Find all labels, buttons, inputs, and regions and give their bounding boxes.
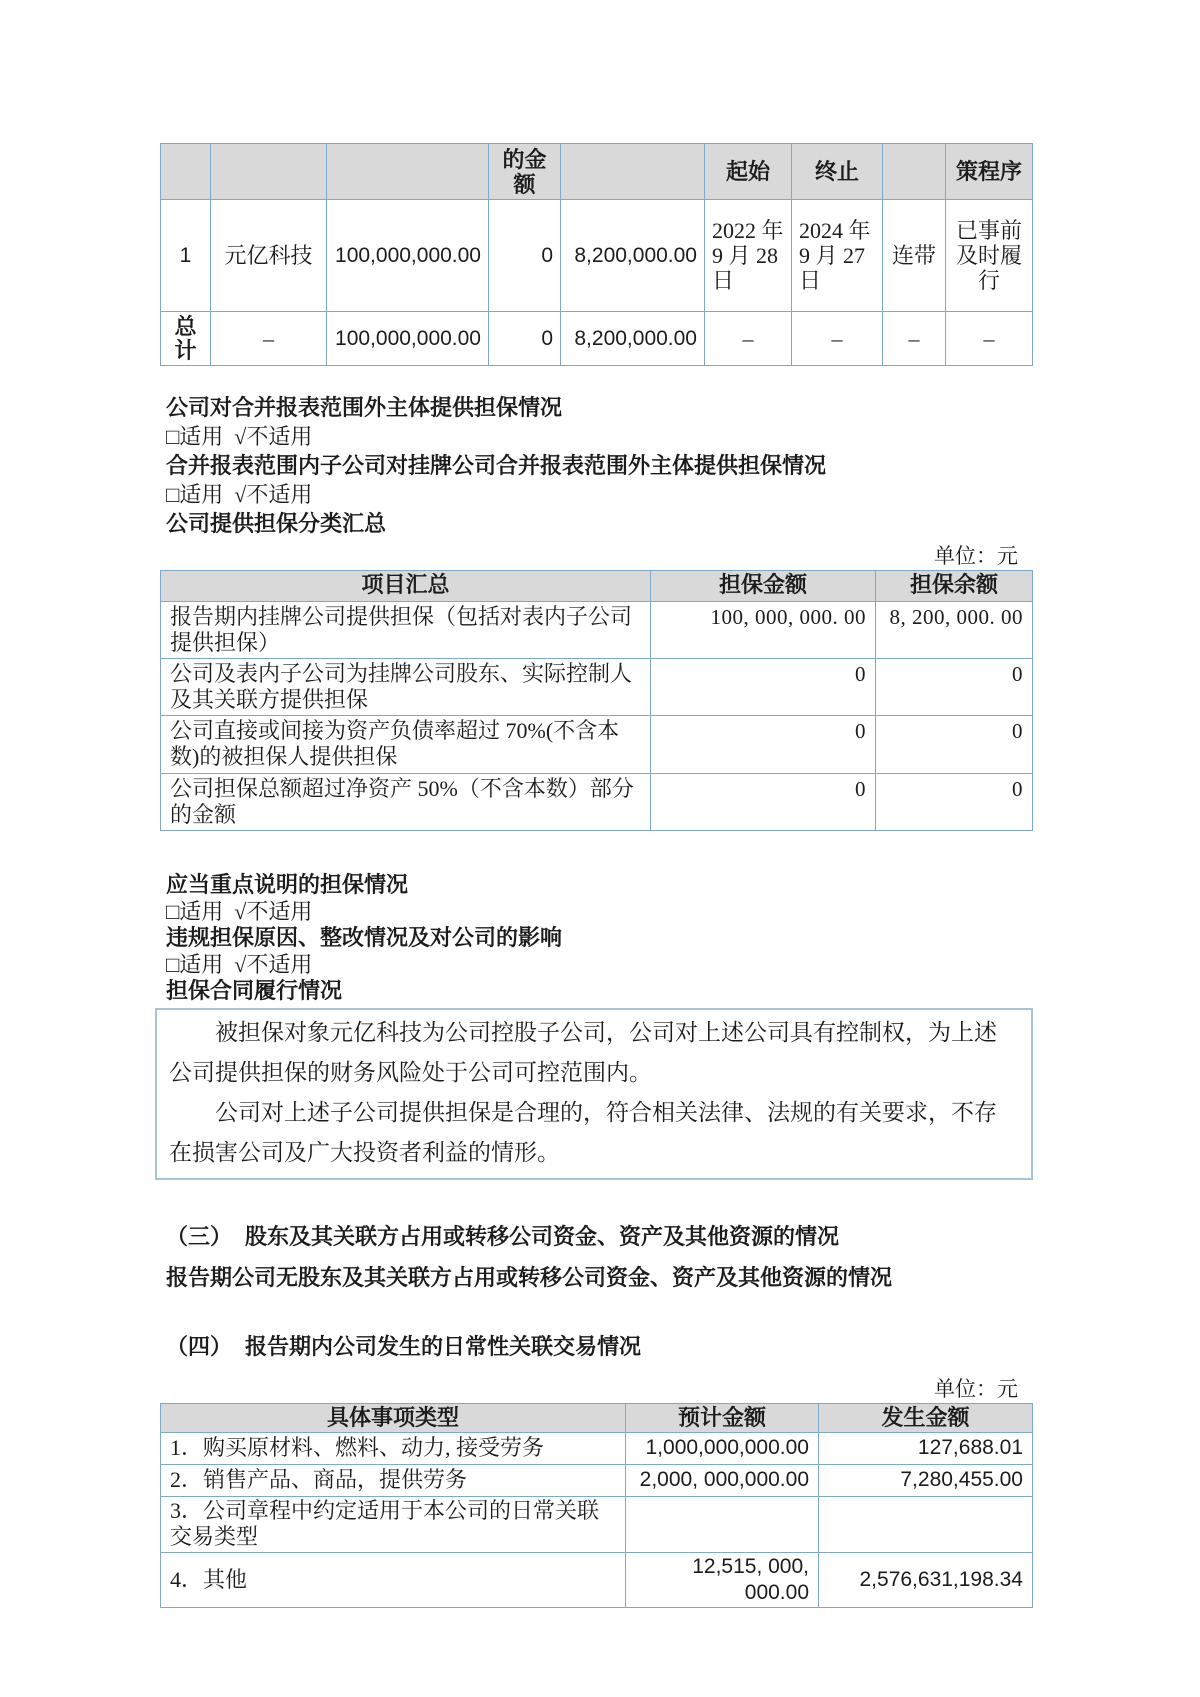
summary-amount-4: 0 bbox=[651, 774, 876, 831]
section-3-title: 股东及其关联方占用或转移公司资金、资产及其他资源的情况 bbox=[245, 1223, 840, 1249]
cell-zero: 0 bbox=[489, 200, 561, 312]
unit-label-1: 单位：元 bbox=[934, 544, 1018, 568]
summary-item-4: 公司担保总额超过净资产 50%（不含本数）部分的金额 bbox=[161, 774, 651, 831]
guarantee-detail-table bbox=[160, 143, 1033, 366]
summary-row-4 bbox=[161, 774, 1033, 831]
related-actual-4: 2,576,631,198.34 bbox=[819, 1552, 1033, 1607]
header-guarantee-amount: 担保金额 bbox=[651, 571, 876, 602]
cell-liability: 连带 bbox=[883, 200, 946, 312]
header-expected-amount: 预计金额 bbox=[626, 1403, 819, 1432]
subsidiary-guarantee-title: 合并报表范围内子公司对挂牌公司合并报表范围外主体提供担保情况 bbox=[166, 453, 827, 478]
guarantee-notes-section bbox=[160, 393, 1032, 538]
cell-total-zero: 0 bbox=[489, 312, 561, 366]
contract-performance-title: 担保合同履行情况 bbox=[166, 978, 343, 1003]
cell-total-end: – bbox=[792, 312, 883, 366]
related-item-1: 1．购买原材料、燃料、动力, 接受劳务 bbox=[161, 1432, 626, 1464]
summary-item-3: 公司直接或间接为资产负债率超过 70%(不含本数)的被担保人提供担保 bbox=[161, 716, 651, 774]
page-content bbox=[160, 143, 1032, 1608]
related-expected-4: 12,515, 000, 000.00 bbox=[626, 1552, 819, 1607]
related-item-4: 4．其他 bbox=[161, 1552, 626, 1607]
cell-total-party: – bbox=[211, 312, 327, 366]
summary-item-2: 公司及表内子公司为挂牌公司股东、实际控制人及其关联方提供担保 bbox=[161, 659, 651, 716]
guarantee-table-header-row bbox=[161, 144, 1033, 200]
summary-balance-3: 0 bbox=[876, 716, 1033, 774]
header-actual-amount: 发生金额 bbox=[819, 1403, 1033, 1432]
header-empty-amount bbox=[327, 144, 489, 200]
explanation-paragraph-2: 公司对上述子公司提供担保是合理的，符合相关法律、法规的有关要求，不存在损害公司及广大投资者利益的情形。 bbox=[169, 1099, 997, 1165]
header-amount-col: 的金额 bbox=[489, 144, 561, 200]
applicable-line-2: □适用 √不适用 bbox=[166, 482, 313, 507]
cell-total-procedure: – bbox=[946, 312, 1033, 366]
header-transaction-type: 具体事项类型 bbox=[161, 1403, 626, 1432]
cell-balance: 8,200,000.00 bbox=[561, 200, 705, 312]
section-3-heading bbox=[160, 1222, 1032, 1252]
outside-guarantee-title: 公司对合并报表范围外主体提供担保情况 bbox=[166, 395, 563, 420]
guarantee-explanation-box bbox=[155, 1008, 1033, 1180]
header-guarantee-balance: 担保余额 bbox=[876, 571, 1033, 602]
header-item-summary: 项目汇总 bbox=[161, 571, 651, 602]
section-3-body: 报告期公司无股东及其关联方占用或转移公司资金、资产及其他资源的情况 bbox=[166, 1264, 893, 1290]
header-empty-party bbox=[211, 144, 327, 200]
related-row-1 bbox=[161, 1432, 1033, 1464]
cell-amount: 100,000,000.00 bbox=[327, 200, 489, 312]
related-expected-2: 2,000, 000,000.00 bbox=[626, 1464, 819, 1496]
unit-label-2: 单位：元 bbox=[934, 1376, 1018, 1401]
header-end-date: 终止 bbox=[792, 144, 883, 200]
cell-total-start: – bbox=[705, 312, 792, 366]
header-empty-balance bbox=[561, 144, 705, 200]
applicable-line-1: □适用 √不适用 bbox=[166, 424, 313, 449]
related-actual-3 bbox=[819, 1496, 1033, 1552]
cell-index: 1 bbox=[161, 200, 211, 312]
guarantee-summary-table bbox=[160, 570, 1033, 831]
key-guarantee-title: 应当重点说明的担保情况 bbox=[166, 872, 409, 897]
cell-total-liability: – bbox=[883, 312, 946, 366]
cell-total-label: 总计 bbox=[161, 312, 211, 366]
summary-balance-4: 0 bbox=[876, 774, 1033, 831]
related-expected-3 bbox=[626, 1496, 819, 1552]
related-header-row bbox=[161, 1403, 1033, 1432]
header-start-date: 起始 bbox=[705, 144, 792, 200]
cell-total-balance: 8,200,000.00 bbox=[561, 312, 705, 366]
related-expected-1: 1,000,000,000.00 bbox=[626, 1432, 819, 1464]
related-transactions-table bbox=[160, 1403, 1033, 1608]
cell-procedure: 已事前及时履行 bbox=[946, 200, 1033, 312]
cell-party: 元亿科技 bbox=[211, 200, 327, 312]
applicable-line-4: □适用 √不适用 bbox=[166, 951, 313, 977]
related-item-3: 3．公司章程中约定适用于本公司的日常关联交易类型 bbox=[161, 1496, 626, 1552]
related-actual-2: 7,280,455.00 bbox=[819, 1464, 1033, 1496]
summary-item-1: 报告期内挂牌公司提供担保（包括对表内子公司提供担保） bbox=[161, 602, 651, 659]
guarantee-summary-title: 公司提供担保分类汇总 bbox=[166, 511, 387, 536]
section-4-heading bbox=[160, 1332, 1032, 1362]
cell-total-amount: 100,000,000.00 bbox=[327, 312, 489, 366]
guarantee-total-row bbox=[161, 312, 1033, 366]
summary-balance-2: 0 bbox=[876, 659, 1033, 716]
header-empty-index bbox=[161, 144, 211, 200]
summary-row-3 bbox=[161, 716, 1033, 774]
section-4-number: （四） bbox=[166, 1333, 233, 1359]
summary-balance-1: 8, 200, 000. 00 bbox=[876, 602, 1033, 659]
summary-amount-1: 100, 000, 000. 00 bbox=[651, 602, 876, 659]
explanation-paragraph-1: 被担保对象元亿科技为公司控股子公司，公司对上述公司具有控制权，为上述公司提供担保的财务风险处于公司可控范围内。 bbox=[169, 1019, 997, 1085]
cell-end-date: 2024 年 9 月 27 日 bbox=[792, 200, 883, 312]
related-row-4 bbox=[161, 1552, 1033, 1607]
important-notes-section bbox=[160, 872, 1032, 1005]
summary-amount-2: 0 bbox=[651, 659, 876, 716]
section-4-title: 报告期内公司发生的日常性关联交易情况 bbox=[245, 1333, 642, 1359]
cell-start-date: 2022 年 9 月 28 日 bbox=[705, 200, 792, 312]
guarantee-row-1 bbox=[161, 200, 1033, 312]
related-row-2 bbox=[161, 1464, 1033, 1496]
summary-amount-3: 0 bbox=[651, 716, 876, 774]
violation-title: 违规担保原因、整改情况及对公司的影响 bbox=[166, 925, 563, 950]
related-actual-1: 127,688.01 bbox=[819, 1432, 1033, 1464]
summary-header-row bbox=[161, 571, 1033, 602]
applicable-line-3: □适用 √不适用 bbox=[166, 898, 313, 924]
related-row-3 bbox=[161, 1496, 1033, 1552]
header-empty-liability bbox=[883, 144, 946, 200]
header-procedure: 策程序 bbox=[946, 144, 1033, 200]
summary-row-1 bbox=[161, 602, 1033, 659]
summary-row-2 bbox=[161, 659, 1033, 716]
section-3-number: （三） bbox=[166, 1223, 233, 1249]
related-item-2: 2．销售产品、商品，提供劳务 bbox=[161, 1464, 626, 1496]
